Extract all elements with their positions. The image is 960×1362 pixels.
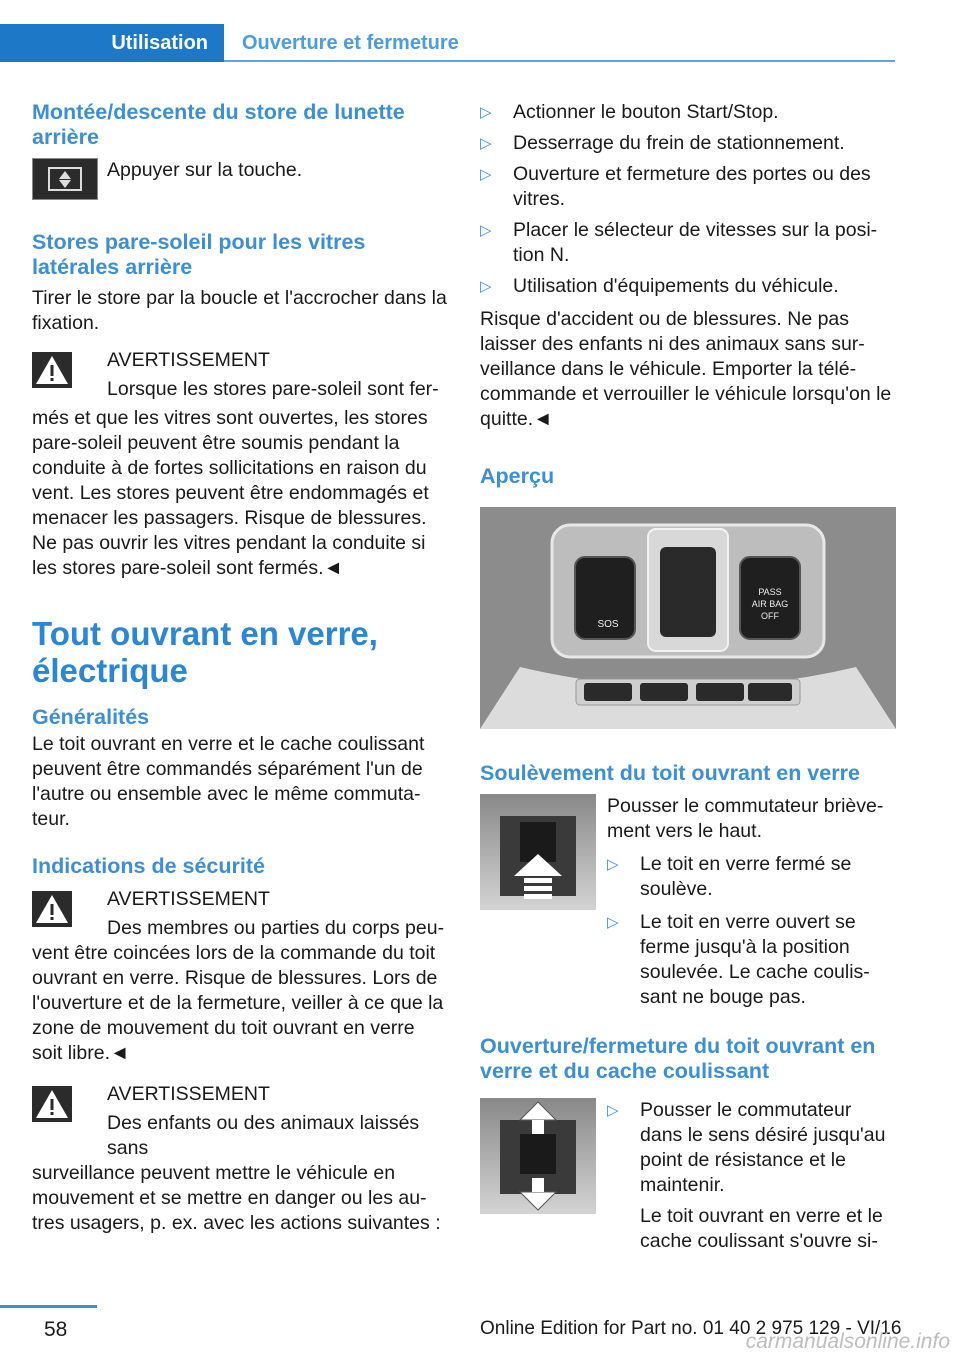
- risque-text: Risque d'accident ou de blessures. Ne pas laisser des enfants ni des animaux sans sur-veillance dans le véhicule. Emporter la télé-commande et verrouiller le véhicule lorsqu'on le quitte.◄: [480, 308, 892, 430]
- stores-laterales-text: Tirer le store par la boucle et l'accrocher dans la fixation.: [32, 287, 447, 334]
- left-column: [32, 100, 450, 1236]
- list-item: ▷ Le toit en verre ouvert se ferme jusqu'à la position soulevée. Le cache coulis-sant ne bouge pas.: [607, 911, 870, 1008]
- heading-soulevement: Soulèvement du toit ouvrant en verre: [480, 761, 860, 785]
- ouverture-list: [607, 1098, 896, 1198]
- triangle-bullet-icon: ▷: [480, 135, 492, 152]
- triangle-bullet-icon: ▷: [480, 222, 492, 239]
- store-lunette-text: Appuyer sur la touche.: [107, 159, 303, 181]
- list-item: ▷ Pousser le commutateur dans le sens désiré jusqu'au point de résistance et le maintenir.: [607, 1099, 886, 1196]
- right-column: [480, 100, 896, 1254]
- warning-3-title: AVERTISSEMENT: [107, 1083, 270, 1105]
- soulevement-text-block: [607, 794, 896, 1010]
- ouverture-continuation: Le toit ouvrant en verre et le cache coulissant s'ouvre si-: [640, 1205, 883, 1252]
- section-tab-utilisation[interactable]: Utilisation: [0, 24, 224, 62]
- pass-label: PASS: [758, 587, 782, 597]
- triangle-bullet-icon: ▷: [480, 104, 492, 121]
- triangle-bullet-icon: ▷: [607, 1102, 619, 1119]
- ouverture-text-block: [607, 1098, 896, 1254]
- warning-2-body: vent être coincées lors de la commande du toit ouvrant en verre. Risque de blessures. Lors de l'ouverture et de la fermeture, veiller à ce que la zone de mouvement du toit ouvrant en verre soit libre.◄: [32, 942, 444, 1064]
- warning-1-title: AVERTISSEMENT: [107, 349, 270, 371]
- switch-up-image: [480, 794, 596, 910]
- list-item: ▷ Le toit en verre fermé se soulève.: [607, 853, 852, 900]
- switch-updown-image: [480, 1098, 596, 1214]
- overhead-console-photo: [480, 507, 896, 729]
- section-tab-ouverture[interactable]: Ouverture et fermeture: [242, 32, 459, 54]
- warning-3-body: surveillance peuvent mettre le véhicule en mouvement et se mettre en danger ou les au-tres usagers, p. ex. avec les actions suivantes :: [32, 1162, 441, 1234]
- warning-2-title: AVERTISSEMENT: [107, 888, 270, 910]
- soulevement-section: [480, 794, 896, 1010]
- triangle-bullet-icon: ▷: [607, 856, 619, 873]
- warning-block-3: [32, 1082, 450, 1236]
- page-number: 58: [44, 1318, 68, 1341]
- heading-stores-laterales: Stores pare-soleil pour les vitres latérales arrière: [32, 230, 366, 279]
- airbag-label: AIR BAG: [751, 599, 789, 609]
- footer-rule: [0, 1305, 97, 1308]
- soulevement-list: [607, 852, 896, 1010]
- list-item: ▷ Actionner le bouton Start/Stop.: [480, 101, 779, 123]
- warning-block-1: [32, 348, 450, 581]
- warning-triangle-icon: [32, 352, 72, 388]
- list-item: ▷ Ouverture et fermeture des portes ou des vitres.: [480, 163, 871, 210]
- list-item: ▷ Placer le sélecteur de vitesses sur la posi-tion N.: [480, 219, 878, 266]
- rear-blind-button-icon: [32, 158, 98, 200]
- triangle-bullet-icon: ▷: [480, 166, 492, 183]
- sos-label: SOS: [597, 619, 619, 630]
- warning-1-first-line: Lorsque les stores pare-soleil sont fer-: [107, 378, 439, 400]
- generalites-text: Le toit ouvrant en verre et le cache coulissant peuvent être commandés séparément l'un de l'autre ou ensemble avec le même commuta-teur.: [32, 733, 425, 830]
- soulevement-text: Pousser le commutateur briève-ment vers le haut.: [607, 795, 884, 842]
- heading-ouverture: Ouverture/fermeture du toit ouvrant en verre et du cache coulissant: [480, 1034, 876, 1083]
- list-item: ▷ Desserrage du frein de stationnement.: [480, 132, 845, 154]
- online-edition: Online Edition for Part no. 01 40 2 975 129 - VI/16: [480, 1318, 902, 1339]
- triangle-bullet-icon: ▷: [480, 278, 492, 295]
- header-rule: [224, 60, 895, 62]
- warning-1-body: més et que les vitres sont ouvertes, les stores pare-soleil peuvent être soumis pendant la conduite à de fortes sollicitations en raison du vent. Les stores peuvent être endommagés et menacer les passagers. Risque de blessures. Ne pas ouvrir les vitres pendant la conduite si les stores pare-soleil sont fermés.◄: [32, 407, 429, 579]
- heading-toit-ouvrant: Tout ouvrant en verre, électrique: [32, 615, 378, 689]
- page-header: [0, 24, 895, 62]
- actions-list: [480, 100, 896, 299]
- warning-3-first-line: Des enfants ou des animaux laissés sans: [107, 1112, 420, 1159]
- warning-triangle-icon: [32, 1086, 72, 1122]
- heading-apercu: Aperçu: [480, 464, 555, 488]
- list-item: ▷ Utilisation d'équipements du véhicule.: [480, 275, 839, 297]
- warning-2-first-line: Des membres ou parties du corps peu-: [107, 917, 445, 939]
- off-label: OFF: [761, 611, 779, 621]
- heading-store-lunette: Montée/descente du store de lunette arrière: [32, 100, 405, 149]
- ouverture-section: [480, 1098, 896, 1254]
- warning-triangle-icon: [32, 891, 72, 927]
- heading-securite: Indications de sécurité: [32, 854, 265, 878]
- watermark: carmanualsonline.info: [745, 1330, 950, 1353]
- heading-generalites: Généralités: [32, 705, 150, 729]
- warning-block-2: [32, 887, 450, 1066]
- triangle-bullet-icon: ▷: [607, 914, 619, 931]
- store-lunette-row: [32, 158, 450, 200]
